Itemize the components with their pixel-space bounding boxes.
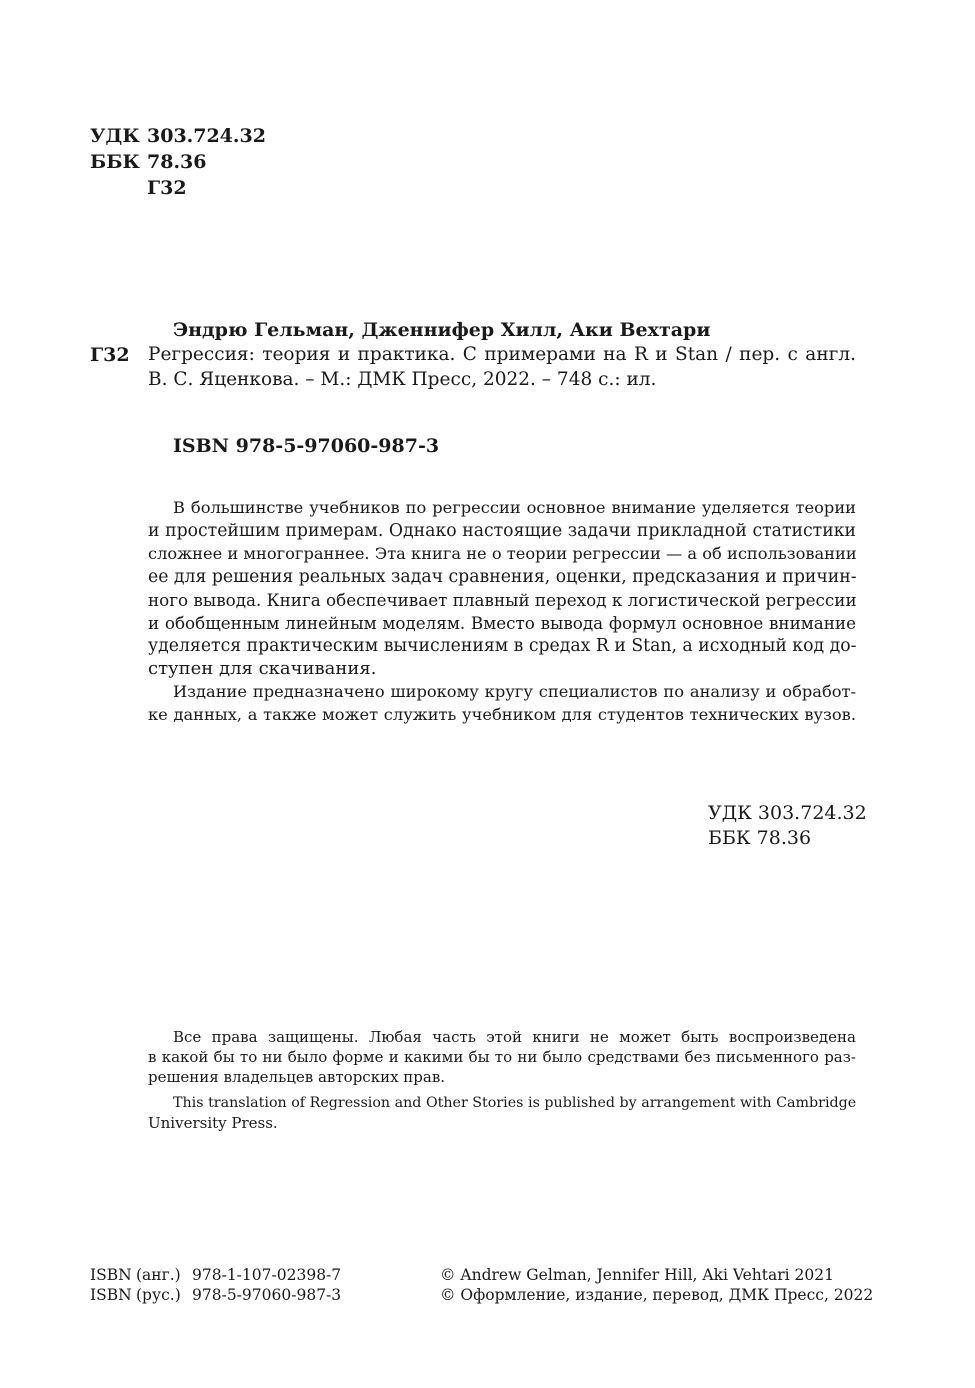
bbk-value: 78.36	[147, 151, 207, 173]
abstract-line: и простейшим примерам. Однако настоящие задачи прикладной статистики	[148, 521, 856, 541]
author-mark: Г32	[147, 177, 187, 199]
translation-line: University Press.	[148, 1114, 278, 1132]
isbn-main: ISBN 978-5-97060-987-3	[173, 435, 440, 457]
rights-line: Все права защищены. Любая часть этой книги не может быть воспроизведена	[173, 1028, 856, 1046]
isbn-label: ISBN	[90, 1266, 132, 1284]
audience-line: Издание предназначено широкому кругу специалистов по анализу и обработ-	[173, 682, 856, 701]
isbn-number: 978-1-107-02398-7	[192, 1266, 342, 1284]
isbn-row	[90, 1285, 341, 1305]
abstract-line: и обобщенным линейным моделям. Вместо вывода формул основное внимание	[148, 613, 856, 633]
abstract-line: ного вывода. Книга обеспечивает плавный переход к логистической регрессии	[148, 590, 857, 610]
translation-line: This translation of Regression and Other Stories is published by arrangement with Cambridge	[173, 1095, 857, 1111]
copyright-line: © Andrew Gelman, Jennifer Hill, Aki Vehtari 2021	[440, 1266, 834, 1284]
abstract-line: ее для решения реальных задач сравнения, оценки, предсказания и причин-	[148, 567, 857, 587]
rights-line: в какой бы то ни было форме и какими бы то ни было средствами без письменного раз-	[148, 1048, 856, 1066]
title-line-2: В. С. Яценкова. – М.: ДМК Пресс, 2022. – 748 с.: ил.	[148, 369, 657, 390]
isbn-type: (анг.)	[136, 1266, 181, 1284]
audience-line: ке данных, а также может служить учебником для студентов технических вузов.	[148, 705, 856, 724]
udk-value: 303.724.32	[147, 125, 266, 147]
abstract-line: ступен для скачивания.	[148, 658, 377, 679]
abstract-line: сложнее и многограннее. Эта книга не о теории регрессии — а об использовании	[148, 544, 857, 563]
isbn-number: 978-5-97060-987-3	[192, 1286, 342, 1304]
isbn-label: ISBN	[90, 1286, 132, 1304]
rights-line: решения владельцев авторских прав.	[148, 1068, 446, 1086]
bbk-label: ББК	[90, 151, 140, 173]
udk-code: УДК 303.724.32	[708, 802, 867, 824]
abstract-line: В большинстве учебников по регрессии основное внимание уделяется теории	[173, 498, 856, 517]
copyright-line: © Оформление, издание, перевод, ДМК Пресс, 2022	[440, 1286, 874, 1304]
isbn-type: (рус.)	[136, 1286, 181, 1304]
bbk-code: ББК 78.36	[708, 827, 812, 849]
catalog-mark: Г32	[90, 344, 130, 366]
authors: Эндрю Гельман, Дженнифер Хилл, Аки Вехтари	[173, 319, 711, 341]
udk-label: УДК	[90, 125, 140, 147]
isbn-row	[90, 1265, 341, 1285]
abstract-line: уделяется практическим вычислениям в средах R и Stan, а исходный код до-	[148, 636, 857, 656]
title-line-1: Регрессия: теория и практика. С примерами на R и Stan / пер. с англ.	[148, 344, 856, 365]
